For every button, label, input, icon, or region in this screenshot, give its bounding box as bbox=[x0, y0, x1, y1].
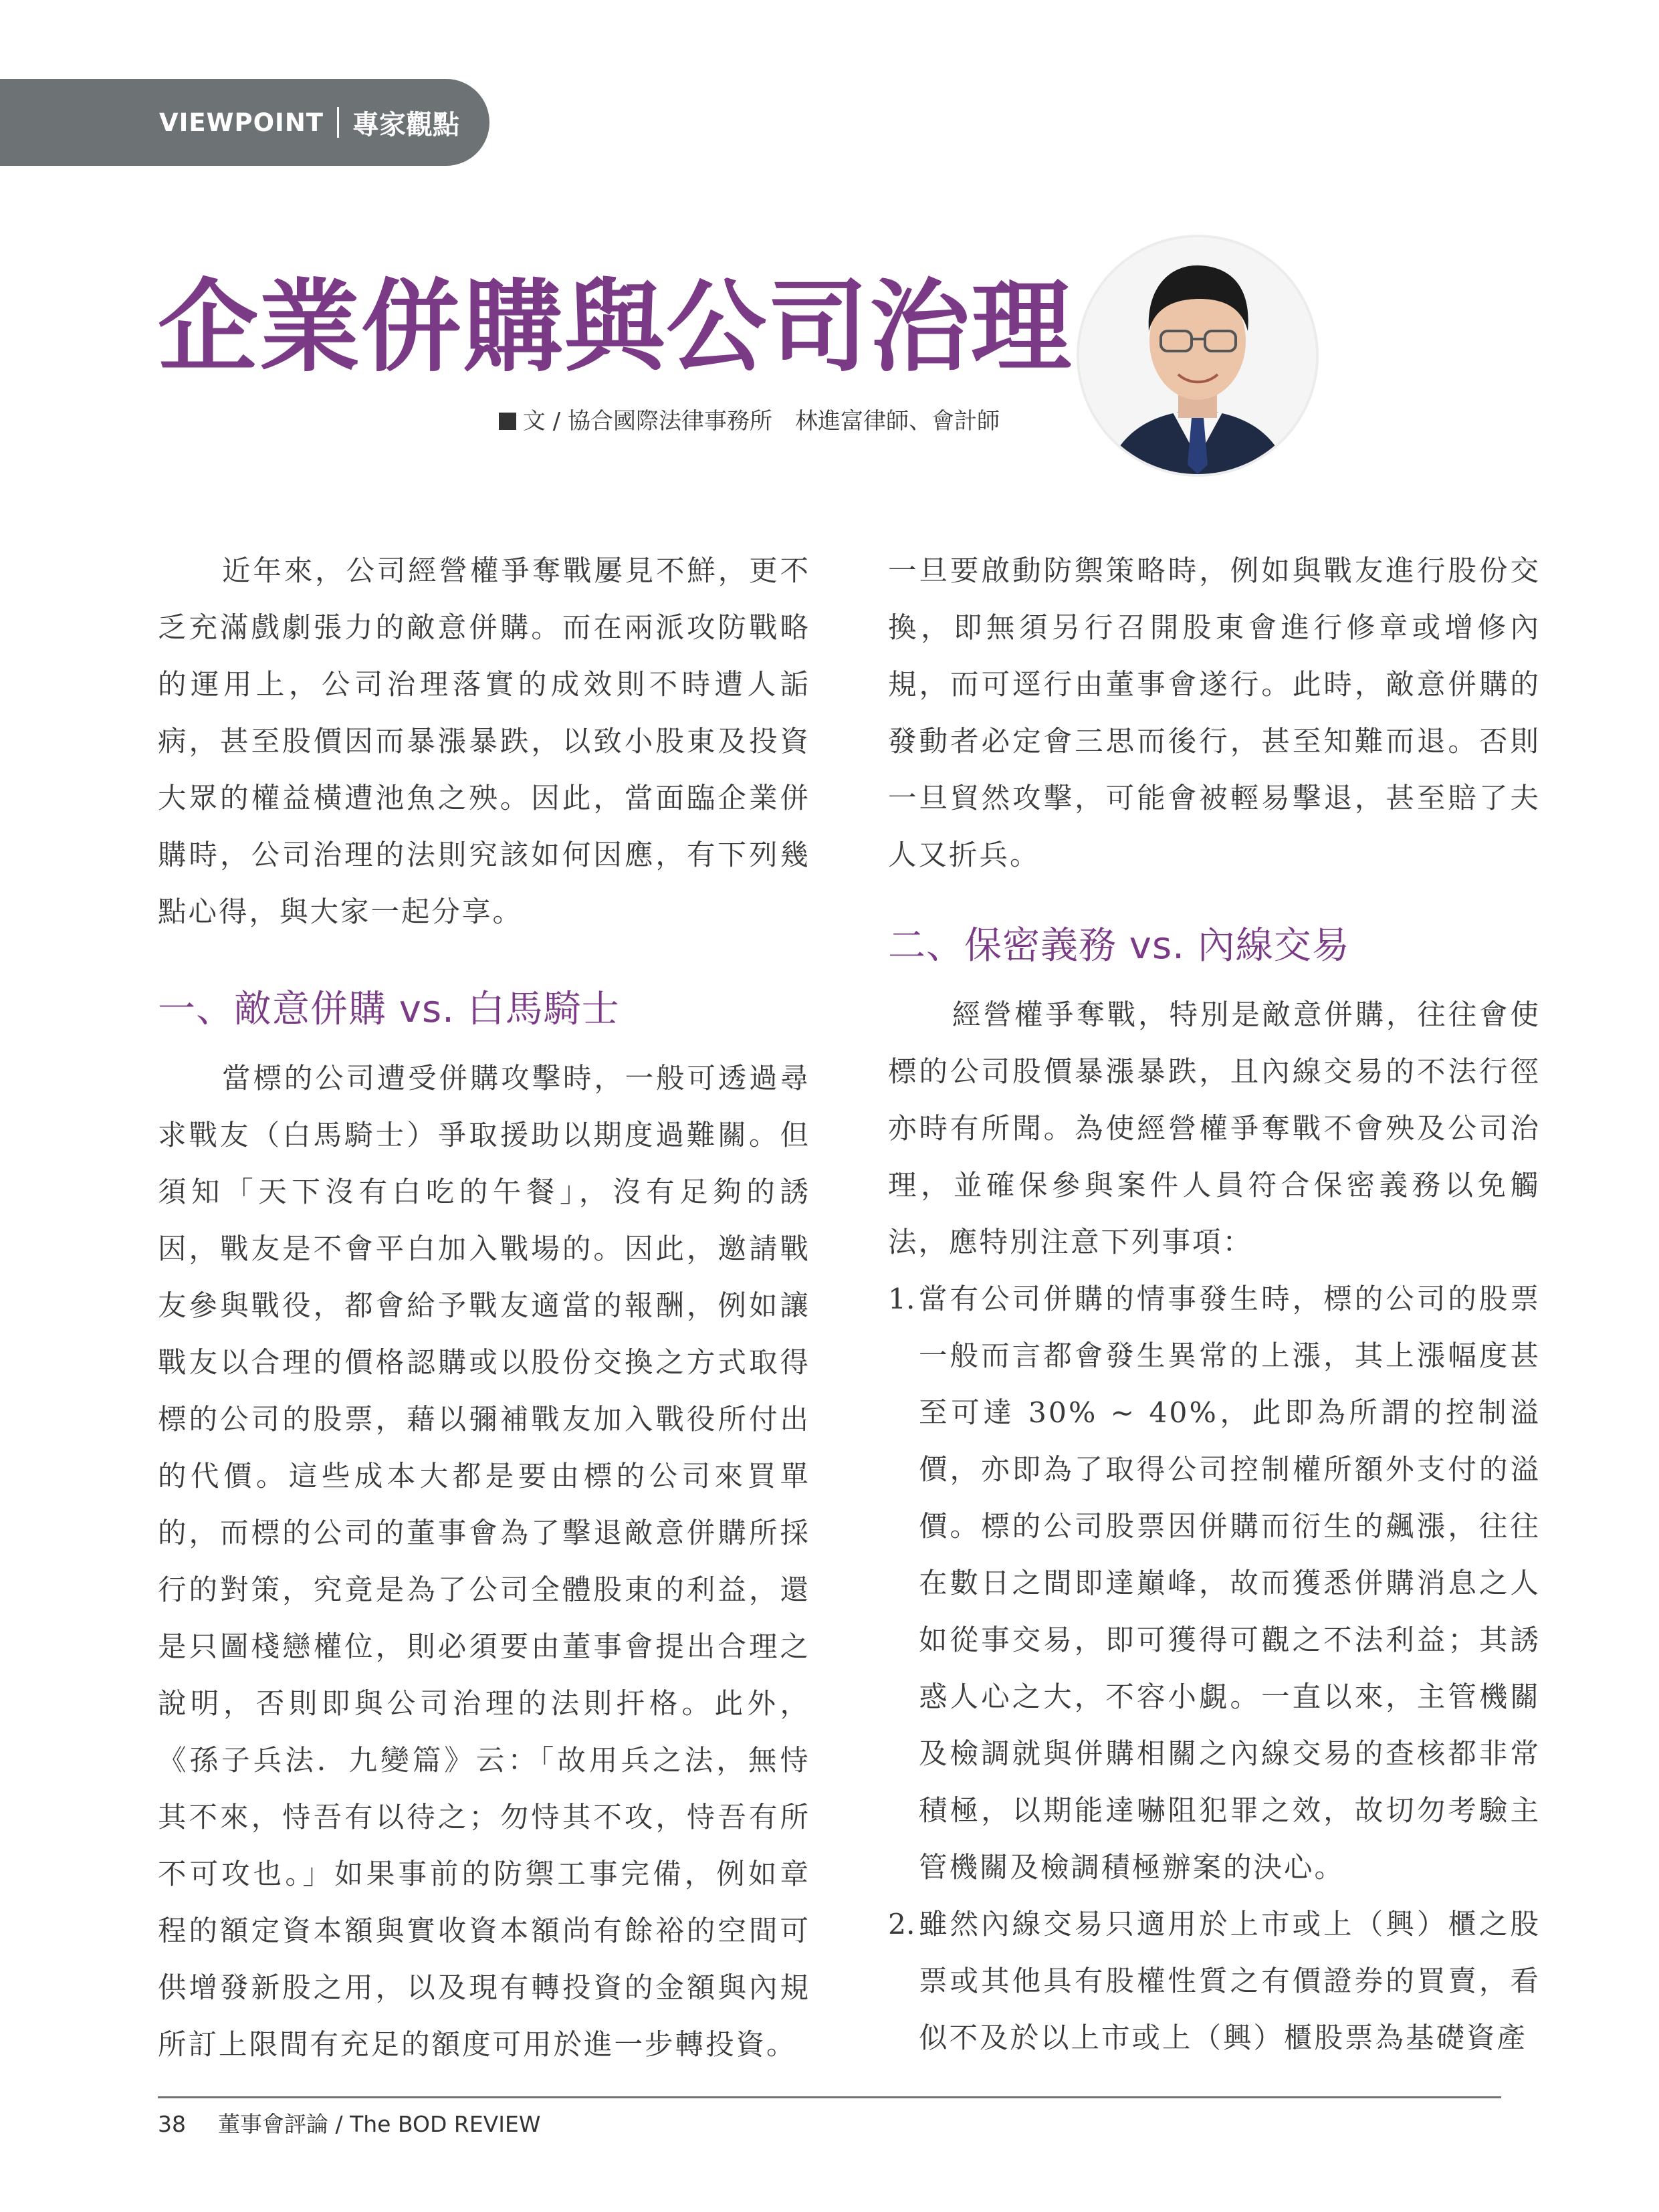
footer bbox=[158, 2107, 540, 2138]
list-item-number: 2. bbox=[888, 1908, 915, 1941]
numbered-list bbox=[888, 1271, 1541, 2067]
list-item-text: 雖然內線交易只適用於上市或上（興）櫃之股票或其他具有股權性質之有價證券的買賣，看似不及於以上市或上（興）櫃股票為基礎資產 bbox=[919, 1908, 1541, 2055]
author-photo-icon bbox=[1079, 237, 1316, 474]
article-title: 企業併購與公司治理 bbox=[158, 269, 1073, 386]
section-2-intro: 經營權爭奪戰，特別是敵意併購，往往會使標的公司股價暴漲暴跌，且內線交易的不法行徑亦時有所聞。為使經營權爭奪戰不會殃及公司治理，並確保參與案件人員符合保密義務以免觸法，應特別注意下列事項： bbox=[888, 999, 1541, 1259]
section-tag-en: VIEWPOINT bbox=[159, 108, 324, 137]
continued-paragraph: 一旦要啟動防禦策略時，例如與戰友進行股份交換，即無須另行召開股東會進行修章或增修內規，而可逕行由董事會遂行。此時，敵意併購的發動者必定會三思而後行，甚至知難而退。否則一旦貿然攻擊，可能會被輕易擊退，甚至賠了夫人又折兵。 bbox=[888, 555, 1541, 872]
left-column bbox=[158, 543, 810, 2074]
publication-name: 董事會評論 / The BOD REVIEW bbox=[218, 2111, 541, 2137]
section-2-heading: 二、保密義務 vs. 內線交易 bbox=[888, 924, 1350, 968]
author-portrait bbox=[1079, 237, 1316, 474]
list-item-text: 當有公司併購的情事發生時，標的公司的股票一般而言都會發生異常的上漲，其上漲幅度甚至可達 30% ~ 40%，此即為所謂的控制溢價，亦即為了取得公司控制權所額外支付的溢價。標的公司股票因併購而衍生的飆漲，往往在數日之間即達巔峰，故而獲悉併購消息之人如從事交易，即可獲得可觀之不法利益；其誘惑人心之大，不容小覷。一直以來，主管機關及檢調就與併購相關之內線交易的查核都非常積極，以期能達嚇阻犯罪之效，故切勿考驗主管機關及檢調積極辦案的決心。 bbox=[919, 1283, 1541, 1884]
footer-rule bbox=[158, 2096, 1501, 2098]
list-item bbox=[888, 1271, 1541, 1896]
section-tag-divider bbox=[337, 107, 339, 138]
list-item bbox=[888, 1896, 1541, 2067]
section-tag-zh: 專家觀點 bbox=[352, 109, 460, 140]
byline-text: 文 / 協合國際法律事務所 林進富律師、會計師 bbox=[522, 408, 1000, 435]
byline-square-icon bbox=[499, 413, 516, 430]
right-column bbox=[888, 543, 1541, 2067]
section-1-heading: 一、敵意併購 vs. 白馬騎士 bbox=[158, 988, 620, 1031]
page-number: 38 bbox=[158, 2111, 186, 2137]
byline bbox=[499, 403, 1000, 435]
list-item-number: 1. bbox=[888, 1283, 915, 1316]
section-1-body: 當標的公司遭受併購攻擊時，一般可透過尋求戰友（白馬騎士）爭取援助以期度過難關。但須知「天下沒有白吃的午餐」，沒有足夠的誘因，戰友是不會平白加入戰場的。因此，邀請戰友參與戰役，都會給予戰友適當的報酬，例如讓戰友以合理的價格認購或以股份交換之方式取得標的公司的股票，藉以彌補戰友加入戰役所付出的代價。這些成本大都是要由標的公司來買單的，而標的公司的董事會為了擊退敵意併購所採行的對策，究竟是為了公司全體股東的利益，還是只圖棧戀權位，則必須要由董事會提出合理之說明，否則即與公司治理的法則扞格。此外，《孫子兵法．九變篇》云：「故用兵之法，無恃其不來，恃吾有以待之；勿恃其不攻，恃吾有所不可攻也。」如果事前的防禦工事完備，例如章程的額定資本額與實收資本額尚有餘裕的空間可供增發新股之用，以及現有轉投資的金額與內規所訂上限間有充足的額度可用於進一步轉投資。 bbox=[158, 1063, 810, 2062]
intro-paragraph: 近年來，公司經營權爭奪戰屢見不鮮，更不乏充滿戲劇張力的敵意併購。而在兩派攻防戰略的運用上，公司治理落實的成效則不時遭人詬病，甚至股價因而暴漲暴跌，以致小股東及投資大眾的權益橫遭池魚之殃。因此，當面臨企業併購時，公司治理的法則究該如何因應，有下列幾點心得，與大家一起分享。 bbox=[158, 555, 810, 929]
section-tag bbox=[0, 79, 489, 166]
